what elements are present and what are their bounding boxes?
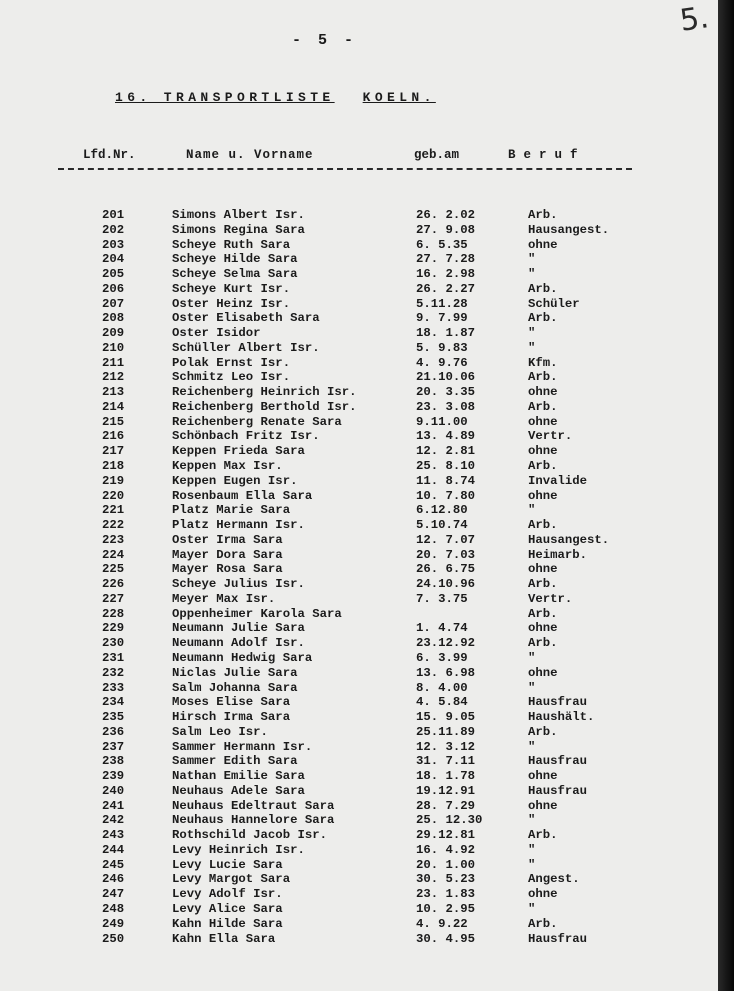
row-number: 225 [102,562,125,577]
row-birthdate: 5. 9.83 [416,340,468,355]
row-name: Hirsch Irma Sara [172,710,291,725]
row-number: 211 [102,355,125,370]
row-birthdate: 1. 4.74 [416,621,468,636]
scan-edge [718,0,734,991]
row-name: Levy Heinrich Isr. [172,842,305,857]
row-birthdate: 30. 5.23 [416,872,476,887]
row-birthdate: 30. 4.95 [416,931,476,946]
page-number: - 5 - [292,32,358,49]
row-birthdate: 10. 2.95 [416,901,476,916]
row-number: 227 [102,591,125,606]
row-birthdate: 6. 5.35 [416,237,468,252]
row-birthdate: 29.12.81 [416,828,476,843]
row-occupation: Hausfrau [528,931,588,946]
row-occupation: Hausangest. [528,532,610,547]
row-number: 231 [102,650,125,665]
row-birthdate: 15. 9.05 [416,710,476,725]
row-name: Reichenberg Heinrich Isr. [172,385,357,400]
row-number: 212 [102,370,125,385]
row-birthdate: 31. 7.11 [416,754,476,769]
row-number: 223 [102,532,125,547]
row-name: Levy Margot Sara [172,872,291,887]
row-occupation: " [528,857,536,872]
row-number: 244 [102,842,125,857]
row-number: 217 [102,444,125,459]
row-name: Reichenberg Renate Sara [172,414,342,429]
row-name: Scheye Ruth Sara [172,237,291,252]
row-occupation: ohne [528,414,558,429]
row-birthdate: 9. 7.99 [416,311,468,326]
row-occupation: Vertr. [528,429,573,444]
row-occupation: Angest. [528,872,580,887]
row-birthdate: 6. 3.99 [416,650,468,665]
row-name: Oster Elisabeth Sara [172,311,320,326]
row-number: 237 [102,739,125,754]
row-birthdate: 25. 8.10 [416,459,476,474]
row-name: Mayer Rosa Sara [172,562,283,577]
row-birthdate: 26. 2.27 [416,281,476,296]
title-city: KOELN. [362,90,436,105]
row-name: Platz Hermann Isr. [172,518,305,533]
row-birthdate: 11. 8.74 [416,473,476,488]
row-occupation: Arb. [528,370,558,385]
row-number: 213 [102,385,125,400]
row-occupation: Hausangest. [528,222,610,237]
row-name: Meyer Max Isr. [172,591,276,606]
row-number: 226 [102,577,125,592]
row-number: 208 [102,311,125,326]
row-birthdate: 12. 2.81 [416,444,476,459]
row-occupation: " [528,340,536,355]
row-number: 215 [102,414,125,429]
row-occupation: Arb. [528,518,558,533]
row-birthdate: 6.12.80 [416,503,468,518]
row-name: Platz Marie Sara [172,503,291,518]
row-number: 224 [102,547,125,562]
row-name: Nathan Emilie Sara [172,769,305,784]
row-name: Scheye Selma Sara [172,267,298,282]
row-birthdate: 27. 7.28 [416,252,476,267]
row-name: Schüller Albert Isr. [172,340,320,355]
row-birthdate: 12. 3.12 [416,739,476,754]
row-birthdate: 5.10.74 [416,518,468,533]
row-name: Oster Heinz Isr. [172,296,291,311]
row-number: 248 [102,901,125,916]
row-occupation: " [528,326,536,341]
row-number: 242 [102,813,125,828]
row-birthdate: 27. 9.08 [416,222,476,237]
row-birthdate: 8. 4.00 [416,680,468,695]
row-birthdate: 23. 3.08 [416,399,476,414]
row-birthdate: 5.11.28 [416,296,468,311]
row-number: 206 [102,281,125,296]
row-name: Neuhaus Adele Sara [172,783,305,798]
row-occupation: Hausfrau [528,783,588,798]
row-birthdate: 23. 1.83 [416,887,476,902]
row-name: Neumann Julie Sara [172,621,305,636]
row-number: 232 [102,665,125,680]
row-birthdate: 9.11.00 [416,414,468,429]
column-header-geb: geb.am [414,148,460,162]
row-number: 201 [102,208,125,222]
row-number: 233 [102,680,125,695]
row-number: 250 [102,931,125,946]
row-occupation: Schüler [528,296,580,311]
row-name: Levy Alice Sara [172,901,283,916]
row-number: 246 [102,872,125,887]
row-name: Niclas Julie Sara [172,665,298,680]
row-occupation: ohne [528,887,558,902]
row-name: Rosenbaum Ella Sara [172,488,313,503]
row-occupation: " [528,503,536,518]
row-birthdate: 13. 4.89 [416,429,476,444]
row-number: 249 [102,916,125,931]
row-name: Rothschild Jacob Isr. [172,828,327,843]
row-name: Neuhaus Edeltraut Sara [172,798,335,813]
row-occupation: ohne [528,798,558,813]
row-occupation: Arb. [528,281,558,296]
row-occupation: Vertr. [528,591,573,606]
row-name: Levy Lucie Sara [172,857,283,872]
row-occupation: ohne [528,769,558,784]
row-birthdate: 18. 1.87 [416,326,476,341]
row-occupation: Hausfrau [528,695,588,710]
row-number: 219 [102,473,125,488]
row-birthdate: 18. 1.78 [416,769,476,784]
row-number: 205 [102,267,125,282]
row-birthdate: 20. 3.35 [416,385,476,400]
row-name: Neuhaus Hannelore Sara [172,813,335,828]
column-header-name: Name u. Vorname [186,148,314,162]
row-name: Levy Adolf Isr. [172,887,283,902]
row-birthdate: 7. 3.75 [416,591,468,606]
row-name: Neumann Adolf Isr. [172,636,305,651]
document-title [115,90,436,105]
row-occupation: ohne [528,385,558,400]
row-name: Oppenheimer Karola Sara [172,606,342,621]
row-occupation: ohne [528,621,558,636]
row-name: Oster Isidor [172,326,261,341]
row-name: Simons Albert Isr. [172,208,305,222]
row-occupation: Invalide [528,473,588,488]
row-occupation: " [528,252,536,267]
row-name: Scheye Kurt Isr. [172,281,291,296]
row-occupation: ohne [528,562,558,577]
row-name: Simons Regina Sara [172,222,305,237]
row-name: Reichenberg Berthold Isr. [172,399,357,414]
row-number: 235 [102,710,125,725]
row-name: Scheye Julius Isr. [172,577,305,592]
row-number: 220 [102,488,125,503]
row-occupation: " [528,813,536,828]
row-name: Mayer Dora Sara [172,547,283,562]
row-birthdate: 19.12.91 [416,783,476,798]
row-number: 210 [102,340,125,355]
row-name: Neumann Hedwig Sara [172,650,313,665]
row-birthdate: 13. 6.98 [416,665,476,680]
row-name: Polak Ernst Isr. [172,355,291,370]
column-header-lfd-nr: Lfd.Nr. [83,148,136,162]
row-name: Keppen Max Isr. [172,459,283,474]
row-occupation: Arb. [528,724,558,739]
row-name: Sammer Hermann Isr. [172,739,313,754]
row-birthdate: 24.10.96 [416,577,476,592]
row-occupation: " [528,267,536,282]
row-name: Sammer Edith Sara [172,754,298,769]
row-number: 207 [102,296,125,311]
row-birthdate: 26. 6.75 [416,562,476,577]
row-name: Salm Leo Isr. [172,724,268,739]
row-name: Schönbach Fritz Isr. [172,429,320,444]
row-birthdate: 16. 2.98 [416,267,476,282]
row-number: 218 [102,459,125,474]
row-occupation: Arb. [528,916,558,931]
row-name: Keppen Eugen Isr. [172,473,298,488]
row-name: Moses Elise Sara [172,695,291,710]
row-occupation: Arb. [528,606,558,621]
row-occupation: Arb. [528,577,558,592]
row-birthdate: 25.11.89 [416,724,476,739]
row-number: 221 [102,503,125,518]
row-birthdate: 4. 9.76 [416,355,468,370]
row-birthdate: 23.12.92 [416,636,476,651]
header-divider [58,168,632,170]
row-number: 238 [102,754,125,769]
row-occupation: " [528,901,536,916]
row-birthdate: 21.10.06 [416,370,476,385]
row-occupation: " [528,650,536,665]
row-number: 204 [102,252,125,267]
row-number: 214 [102,399,125,414]
row-name: Kahn Ella Sara [172,931,276,946]
row-number: 240 [102,783,125,798]
row-name: Oster Irma Sara [172,532,283,547]
row-birthdate: 12. 7.07 [416,532,476,547]
row-birthdate: 25. 12.30 [416,813,483,828]
row-number: 241 [102,798,125,813]
row-occupation: Hausfrau [528,754,588,769]
row-number: 245 [102,857,125,872]
row-occupation: Arb. [528,828,558,843]
row-occupation: Arb. [528,311,558,326]
row-occupation: Haushält. [528,710,595,725]
title-prefix: 16. TRANSPORTLISTE [115,90,335,105]
row-number: 203 [102,237,125,252]
row-occupation: " [528,842,536,857]
row-name: Scheye Hilde Sara [172,252,298,267]
row-birthdate: 26. 2.02 [416,208,476,222]
row-number: 229 [102,621,125,636]
row-occupation: Arb. [528,399,558,414]
row-name: Kahn Hilde Sara [172,916,283,931]
row-number: 230 [102,636,125,651]
row-birthdate: 20. 7.03 [416,547,476,562]
row-name: Schmitz Leo Isr. [172,370,291,385]
row-occupation: Arb. [528,636,558,651]
row-occupation: Kfm. [528,355,558,370]
row-birthdate: 28. 7.29 [416,798,476,813]
row-number: 247 [102,887,125,902]
row-number: 239 [102,769,125,784]
row-occupation: ohne [528,488,558,503]
row-birthdate: 16. 4.92 [416,842,476,857]
row-number: 222 [102,518,125,533]
row-number: 236 [102,724,125,739]
row-occupation: ohne [528,444,558,459]
row-number: 209 [102,326,125,341]
row-occupation: " [528,680,536,695]
row-occupation: " [528,739,536,754]
row-number: 228 [102,606,125,621]
row-number: 243 [102,828,125,843]
row-birthdate: 4. 5.84 [416,695,468,710]
row-birthdate: 20. 1.00 [416,857,476,872]
column-header-beruf: Beruf [508,148,586,162]
row-name: Salm Johanna Sara [172,680,298,695]
row-birthdate: 10. 7.80 [416,488,476,503]
row-number: 202 [102,222,125,237]
row-occupation: Arb. [528,208,558,222]
row-number: 216 [102,429,125,444]
row-occupation: ohne [528,665,558,680]
row-name: Keppen Frieda Sara [172,444,305,459]
row-number: 234 [102,695,125,710]
row-birthdate: 4. 9.22 [416,916,468,931]
row-occupation: Heimarb. [528,547,588,562]
handwritten-page-mark: 5. [677,0,711,39]
row-occupation: Arb. [528,459,558,474]
row-occupation: ohne [528,237,558,252]
